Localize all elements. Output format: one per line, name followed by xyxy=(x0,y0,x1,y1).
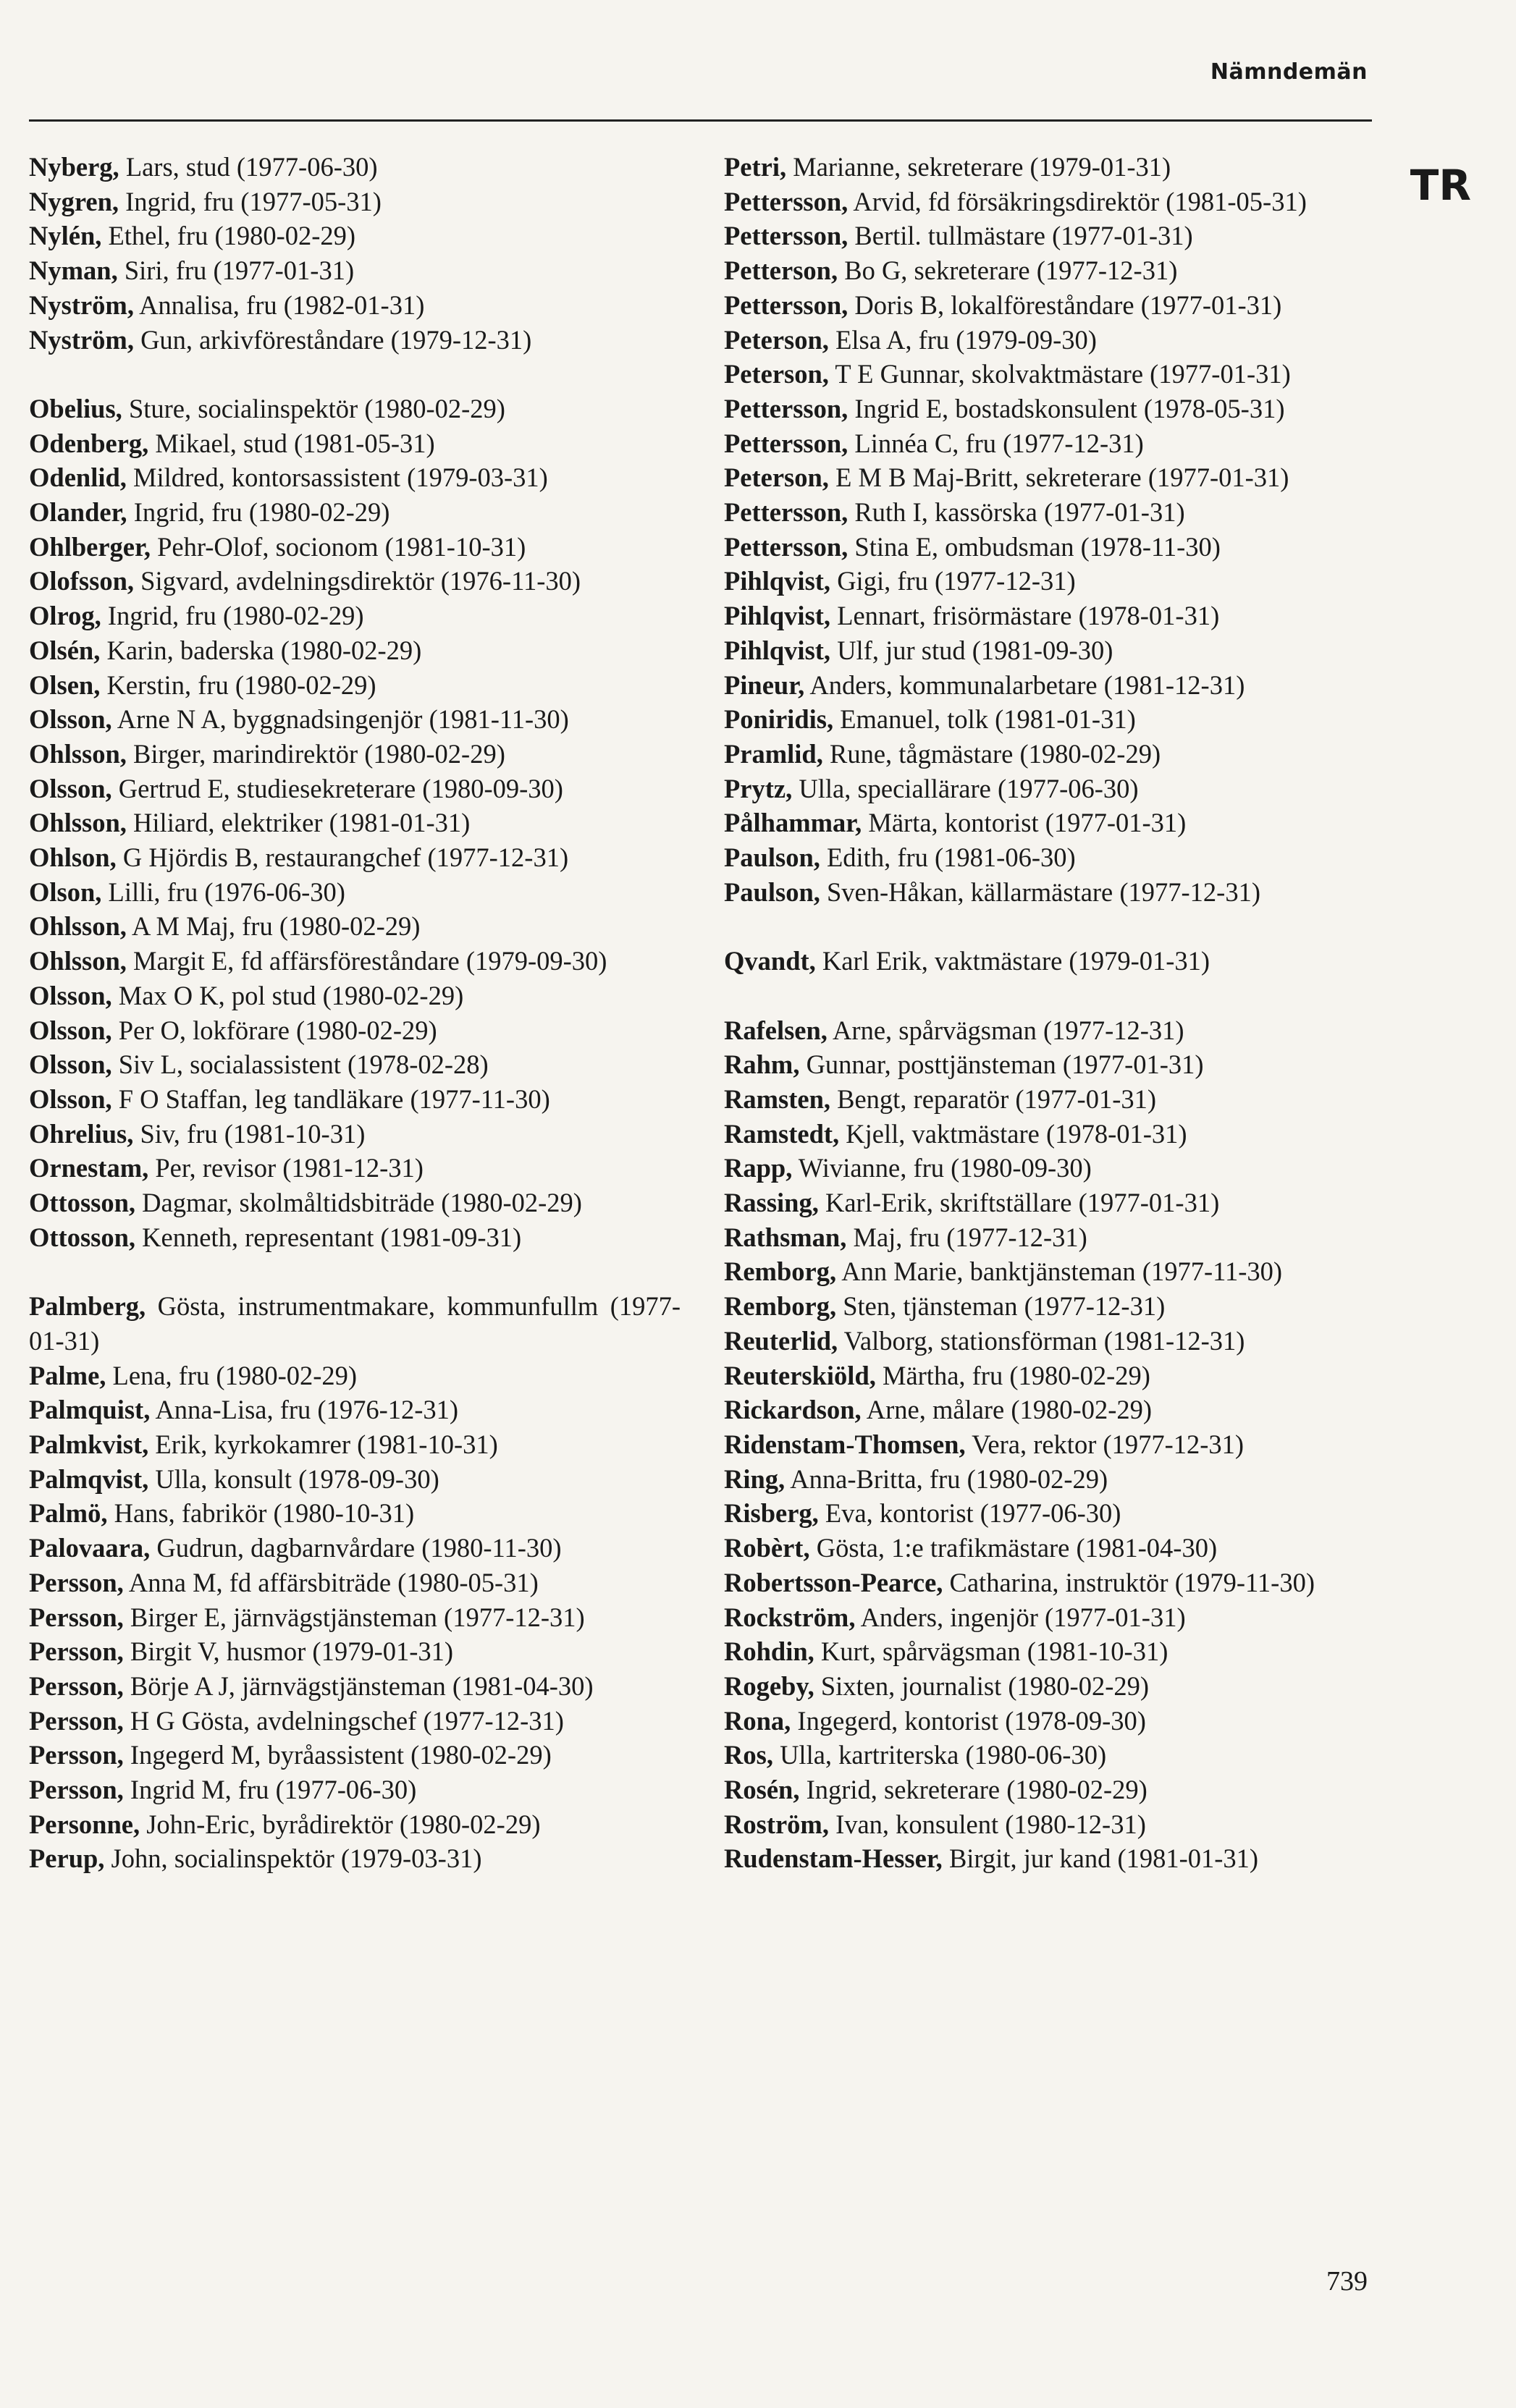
surname: Palmkvist, xyxy=(29,1429,149,1459)
entry-details: Gun, arkivföreståndare (1979-12-31) xyxy=(133,324,532,355)
surname: Rosén, xyxy=(724,1775,800,1805)
entry-details: Ingrid M, fru (1977-06-30) xyxy=(123,1775,417,1805)
surname: Pettersson, xyxy=(724,186,848,216)
surname: Pineur, xyxy=(724,669,805,700)
surname: Ridenstam-Thomsen, xyxy=(724,1429,966,1459)
entry-details: Birger, marindirektör (1980-02-29) xyxy=(126,738,505,769)
list-item xyxy=(29,426,681,461)
entry-details: Gunnar, posttjänsteman (1977-01-31) xyxy=(799,1049,1204,1080)
list-item xyxy=(724,1807,1376,1842)
list-item xyxy=(29,668,681,703)
list-item xyxy=(724,1013,1376,1048)
list-item xyxy=(29,1151,681,1186)
surname: Obelius, xyxy=(29,393,122,423)
entry-details: Birger E, järnvägstjänsteman (1977-12-31) xyxy=(123,1602,585,1632)
surname: Olsen, xyxy=(29,669,101,700)
entry-details: Ethel, fru (1980-02-29) xyxy=(101,221,356,251)
entry-details: Kurt, spårvägsman (1981-10-31) xyxy=(814,1636,1168,1667)
surname: Rahm, xyxy=(724,1049,800,1080)
surname: Peterson, xyxy=(724,462,829,493)
surname: Reuterlid, xyxy=(724,1325,838,1356)
page-header-title: Nämndemän xyxy=(1210,59,1368,85)
entry-details: Ingrid, fru (1977-05-31) xyxy=(119,186,382,216)
entry-details: Erik, kyrkokamrer (1981-10-31) xyxy=(148,1429,498,1459)
entry-details: Doris B, lokalföreståndare (1977-01-31) xyxy=(848,290,1282,320)
surname: Palovaara, xyxy=(29,1533,151,1563)
entry-details: Hans, fabrikör (1980-10-31) xyxy=(107,1498,415,1529)
list-item xyxy=(29,1289,681,1358)
entry-details: Märta, kontorist (1977-01-31) xyxy=(862,808,1187,838)
list-item xyxy=(724,530,1376,565)
surname: Petri, xyxy=(724,152,787,182)
surname: Poniridis, xyxy=(724,704,834,735)
list-item xyxy=(29,150,681,185)
surname: Odenlid, xyxy=(29,462,127,493)
surname: Roström, xyxy=(724,1809,829,1839)
surname: Persson, xyxy=(29,1602,124,1632)
surname: Persson, xyxy=(29,1775,124,1805)
list-item xyxy=(29,979,681,1013)
surname: Nyström, xyxy=(29,324,134,355)
surname: Pettersson, xyxy=(724,428,848,458)
list-item xyxy=(724,1151,1376,1186)
list-item xyxy=(29,909,681,944)
list-item xyxy=(724,944,1376,979)
entry-details: Per O, lokförare (1980-02-29) xyxy=(111,1015,437,1045)
list-item xyxy=(724,1531,1376,1566)
surname: Ohlsson, xyxy=(29,808,127,838)
entry-details: Margit E, fd affärsföreståndare (1979-09-30) xyxy=(126,946,607,976)
surname: Pihlqvist, xyxy=(724,635,831,665)
entry-details: Per, revisor (1981-12-31) xyxy=(148,1153,424,1183)
list-item xyxy=(29,1704,681,1739)
surname: Rogeby, xyxy=(724,1670,814,1701)
list-item xyxy=(724,1738,1376,1773)
entry-details: Dagmar, skolmåltidsbiträde (1980-02-29) xyxy=(135,1188,582,1218)
entry-details: Lena, fru (1980-02-29) xyxy=(106,1360,358,1390)
surname: Olsson, xyxy=(29,1083,112,1114)
surname: Ohlsson, xyxy=(29,911,127,942)
surname: Pettersson, xyxy=(724,531,848,562)
entry-details: Sture, socialinspektör (1980-02-29) xyxy=(122,393,505,423)
surname: Nylén, xyxy=(29,221,102,251)
entry-details: Mikael, stud (1981-05-31) xyxy=(148,428,435,458)
entry-details: Kjell, vaktmästare (1978-01-31) xyxy=(839,1118,1187,1149)
surname: Paulson, xyxy=(724,842,820,873)
list-item xyxy=(724,599,1376,633)
entry-details: Märtha, fru (1980-02-29) xyxy=(875,1360,1150,1390)
surname: Rohdin, xyxy=(724,1636,814,1667)
list-item xyxy=(724,185,1376,219)
entry-details: Kerstin, fru (1980-02-29) xyxy=(100,669,376,700)
list-item xyxy=(724,840,1376,875)
entry-details: Karin, baderska (1980-02-29) xyxy=(100,635,422,665)
surname: Peterson, xyxy=(724,359,829,389)
surname: Qvandt, xyxy=(724,946,816,976)
list-item xyxy=(29,288,681,323)
surname: Olofsson, xyxy=(29,566,135,596)
surname: Rafelsen, xyxy=(724,1015,828,1045)
surname: Pramlid, xyxy=(724,738,823,769)
surname: Ohlberger, xyxy=(29,531,151,562)
header-rule xyxy=(29,119,1372,122)
list-item xyxy=(724,1117,1376,1152)
entry-details: Bo G, sekreterare (1977-12-31) xyxy=(838,255,1178,286)
surname: Nyberg, xyxy=(29,152,119,182)
list-item xyxy=(29,1634,681,1669)
entry-details: Max O K, pol stud (1980-02-29) xyxy=(111,980,464,1010)
left-column xyxy=(29,150,681,1876)
list-item xyxy=(724,1600,1376,1635)
surname: Rapp, xyxy=(724,1153,793,1183)
surname: Remborg, xyxy=(724,1256,837,1287)
list-item xyxy=(724,1359,1376,1393)
entry-details: Ingrid, sekreterare (1980-02-29) xyxy=(799,1775,1147,1805)
list-item xyxy=(724,1082,1376,1117)
entry-details: Anders, ingenjör (1977-01-31) xyxy=(855,1602,1186,1632)
list-item xyxy=(724,1254,1376,1289)
list-item xyxy=(29,875,681,910)
entry-details: Lilli, fru (1976-06-30) xyxy=(101,876,345,907)
surname: Persson, xyxy=(29,1670,124,1701)
surname: Nygren, xyxy=(29,186,119,216)
entry-details: Pehr-Olof, socionom (1981-10-31) xyxy=(150,531,526,562)
list-item xyxy=(724,219,1376,253)
surname: Ottosson, xyxy=(29,1188,136,1218)
entry-details: Arvid, fd försäkringsdirektör (1981-05-31) xyxy=(848,186,1307,216)
entry-details: Sixten, journalist (1980-02-29) xyxy=(814,1670,1150,1701)
entry-details: Siri, fru (1977-01-31) xyxy=(117,255,355,286)
entry-details: Ingrid E, bostadskonsulent (1978-05-31) xyxy=(848,393,1285,423)
list-item xyxy=(724,806,1376,840)
list-item xyxy=(724,1773,1376,1807)
surname: Ramsten, xyxy=(724,1083,830,1114)
entry-details: Anna-Lisa, fru (1976-12-31) xyxy=(150,1395,459,1425)
entry-details: Hiliard, elektriker (1981-01-31) xyxy=(126,808,471,838)
section-gap xyxy=(29,357,681,392)
entry-details: Birgit, jur kand (1981-01-31) xyxy=(942,1843,1259,1874)
entry-details: Edith, fru (1981-06-30) xyxy=(820,842,1076,873)
entry-details: Valborg, stationsförman (1981-12-31) xyxy=(838,1325,1245,1356)
list-item xyxy=(724,1704,1376,1739)
surname: Rassing, xyxy=(724,1188,819,1218)
surname: Robertsson-Pearce, xyxy=(724,1567,943,1597)
entry-details: Ulla, konsult (1978-09-30) xyxy=(148,1463,439,1494)
entry-details: Kenneth, representant (1981-09-31) xyxy=(135,1222,522,1252)
entry-details: Wivianne, fru (1980-09-30) xyxy=(792,1153,1092,1183)
list-item xyxy=(29,1462,681,1497)
list-item xyxy=(724,1289,1376,1324)
surname: Olson, xyxy=(29,876,102,907)
entry-details: Karl-Erik, skriftställare (1977-01-31) xyxy=(818,1188,1220,1218)
list-item xyxy=(724,1047,1376,1082)
entry-details: Gösta, 1:e trafikmästare (1981-04-30) xyxy=(809,1533,1218,1563)
entry-details: John, socialinspektör (1979-03-31) xyxy=(104,1843,482,1874)
surname: Rockström, xyxy=(724,1602,856,1632)
entry-details: T E Gunnar, skolvaktmästare (1977-01-31) xyxy=(828,359,1291,389)
surname: Ros, xyxy=(724,1740,773,1770)
surname: Ohlsson, xyxy=(29,946,127,976)
surname: Risberg, xyxy=(724,1498,819,1529)
entry-details: Elsa A, fru (1979-09-30) xyxy=(828,324,1097,355)
list-item xyxy=(724,357,1376,392)
entry-details: Arne, målare (1980-02-29) xyxy=(861,1395,1152,1425)
entry-details: Ruth I, kassörska (1977-01-31) xyxy=(848,497,1185,528)
list-item xyxy=(29,1082,681,1117)
surname: Rickardson, xyxy=(724,1395,862,1425)
list-item xyxy=(29,1566,681,1600)
list-item xyxy=(29,495,681,530)
list-item xyxy=(29,1531,681,1566)
entry-details: Anna M, fd affärsbiträde (1980-05-31) xyxy=(123,1567,539,1597)
surname: Pettersson, xyxy=(724,290,848,320)
list-item xyxy=(724,1841,1376,1876)
surname: Remborg, xyxy=(724,1291,837,1322)
list-item xyxy=(724,564,1376,599)
list-item xyxy=(29,1047,681,1082)
surname: Ohlsson, xyxy=(29,738,127,769)
entry-details: Ulla, kartriterska (1980-06-30) xyxy=(772,1740,1107,1770)
entry-details: Sten, tjänsteman (1977-12-31) xyxy=(836,1291,1166,1322)
list-item xyxy=(29,1359,681,1393)
surname: Olander, xyxy=(29,497,127,528)
list-item xyxy=(724,1634,1376,1669)
entry-details: F O Staffan, leg tandläkare (1977-11-30) xyxy=(111,1083,550,1114)
entry-details: H G Gösta, avdelningschef (1977-12-31) xyxy=(123,1705,564,1736)
surname: Ohlson, xyxy=(29,842,117,873)
list-item xyxy=(724,150,1376,185)
surname: Nyström, xyxy=(29,290,134,320)
entry-details: Ulf, jur stud (1981-09-30) xyxy=(830,635,1113,665)
page-number: 739 xyxy=(1326,2266,1368,2297)
entry-details: Sven-Håkan, källarmästare (1977-12-31) xyxy=(820,876,1260,907)
entry-details: Marianne, sekreterare (1979-01-31) xyxy=(786,152,1171,182)
list-item xyxy=(724,253,1376,288)
list-item xyxy=(724,426,1376,461)
surname: Paulson, xyxy=(724,876,820,907)
surname: Persson, xyxy=(29,1636,124,1667)
list-item xyxy=(724,1462,1376,1497)
entry-details: Emanuel, tolk (1981-01-31) xyxy=(833,704,1136,735)
entry-details: Bengt, reparatör (1977-01-31) xyxy=(830,1083,1157,1114)
list-item xyxy=(29,702,681,737)
surname: Palmquist, xyxy=(29,1395,151,1425)
entry-details: Karl Erik, vaktmästare (1979-01-31) xyxy=(815,946,1210,976)
surname: Odenberg, xyxy=(29,428,149,458)
list-item xyxy=(29,219,681,253)
entry-details: Anna-Britta, fru (1980-02-29) xyxy=(785,1463,1108,1494)
entry-details: Ingegerd, kontorist (1978-09-30) xyxy=(791,1705,1146,1736)
surname: Prytz, xyxy=(724,773,793,803)
list-item xyxy=(724,668,1376,703)
list-item xyxy=(29,840,681,875)
entry-details: Lennart, frisörmästare (1978-01-31) xyxy=(830,601,1220,631)
surname: Pihlqvist, xyxy=(724,601,831,631)
list-item xyxy=(724,323,1376,358)
list-item xyxy=(29,253,681,288)
surname: Olsson, xyxy=(29,1015,112,1045)
entry-details: Gudrun, dagbarnvårdare (1980-11-30) xyxy=(150,1533,562,1563)
surname: Personne, xyxy=(29,1809,140,1839)
surname: Olsson, xyxy=(29,980,112,1010)
list-item xyxy=(724,1393,1376,1427)
surname: Pettersson, xyxy=(724,393,848,423)
surname: Pihlqvist, xyxy=(724,566,831,596)
entry-details: G Hjördis B, restaurangchef (1977-12-31) xyxy=(116,842,569,873)
right-column xyxy=(724,150,1376,1876)
entry-details: Vera, rektor (1977-12-31) xyxy=(965,1429,1245,1459)
list-item xyxy=(724,1669,1376,1704)
surname: Olsson, xyxy=(29,1049,112,1080)
entry-details: Birgit V, husmor (1979-01-31) xyxy=(123,1636,454,1667)
surname: Palmberg, xyxy=(29,1291,146,1322)
list-item xyxy=(29,185,681,219)
surname: Petterson, xyxy=(724,255,838,286)
surname: Persson, xyxy=(29,1740,124,1770)
surname: Reuterskiöld, xyxy=(724,1360,876,1390)
surname: Nyman, xyxy=(29,255,118,286)
entry-details: Ivan, konsulent (1980-12-31) xyxy=(828,1809,1146,1839)
list-item xyxy=(29,1393,681,1427)
entry-details: Börje A J, järnvägstjänsteman (1981-04-30) xyxy=(123,1670,594,1701)
surname: Robèrt, xyxy=(724,1533,810,1563)
surname: Ohrelius, xyxy=(29,1118,134,1149)
list-item xyxy=(29,772,681,806)
list-item xyxy=(29,1807,681,1842)
list-item xyxy=(724,460,1376,495)
list-item xyxy=(29,1738,681,1773)
entry-details: Sigvard, avdelningsdirektör (1976-11-30) xyxy=(134,566,581,596)
list-item xyxy=(29,1841,681,1876)
entry-details: Stina E, ombudsman (1978-11-30) xyxy=(848,531,1221,562)
list-item xyxy=(29,1186,681,1220)
entry-details: Bertil. tullmästare (1977-01-31) xyxy=(848,221,1193,251)
surname: Palmqvist, xyxy=(29,1463,149,1494)
entry-details: Lars, stud (1977-06-30) xyxy=(119,152,378,182)
surname: Palme, xyxy=(29,1360,106,1390)
surname: Peterson, xyxy=(724,324,829,355)
entry-details: Annalisa, fru (1982-01-31) xyxy=(133,290,425,320)
list-item xyxy=(724,737,1376,772)
list-item xyxy=(29,737,681,772)
list-item xyxy=(29,530,681,565)
list-item xyxy=(724,1324,1376,1359)
surname: Palmö, xyxy=(29,1498,108,1529)
entry-details: Ingrid, fru (1980-02-29) xyxy=(101,601,364,631)
entry-details: Rune, tågmästare (1980-02-29) xyxy=(822,738,1161,769)
list-item xyxy=(724,288,1376,323)
section-gap xyxy=(724,909,1376,944)
list-item xyxy=(29,599,681,633)
list-item xyxy=(724,392,1376,426)
surname: Olrog, xyxy=(29,601,101,631)
list-item xyxy=(29,460,681,495)
list-item xyxy=(724,633,1376,668)
list-item xyxy=(29,323,681,358)
entry-details: Linnéa C, fru (1977-12-31) xyxy=(848,428,1144,458)
surname: Persson, xyxy=(29,1567,124,1597)
list-item xyxy=(29,633,681,668)
surname: Pettersson, xyxy=(724,221,848,251)
surname: Rathsman, xyxy=(724,1222,847,1252)
entry-details: Mildred, kontorsassistent (1979-03-31) xyxy=(126,462,548,493)
list-item xyxy=(724,1427,1376,1462)
surname: Ottosson, xyxy=(29,1222,136,1252)
entry-details: Gigi, fru (1977-12-31) xyxy=(830,566,1076,596)
surname: Ornestam, xyxy=(29,1153,149,1183)
entry-details: Arne N A, byggnadsingenjör (1981-11-30) xyxy=(111,704,569,735)
surname: Ring, xyxy=(724,1463,786,1494)
surname: Ramstedt, xyxy=(724,1118,840,1149)
list-item xyxy=(29,1427,681,1462)
list-item xyxy=(29,564,681,599)
entry-details: Anders, kommunalarbetare (1981-12-31) xyxy=(804,669,1245,700)
entry-details: Maj, fru (1977-12-31) xyxy=(846,1222,1087,1252)
entry-details: Gertrud E, studiesekreterare (1980-09-30) xyxy=(111,773,563,803)
entry-details: Catharina, instruktör (1979-11-30) xyxy=(943,1567,1315,1597)
surname: Pettersson, xyxy=(724,497,848,528)
list-item xyxy=(29,944,681,979)
list-item xyxy=(724,1220,1376,1255)
list-item xyxy=(29,1117,681,1152)
list-item xyxy=(724,875,1376,910)
list-item xyxy=(724,702,1376,737)
list-item xyxy=(724,1186,1376,1220)
list-item xyxy=(29,1220,681,1255)
entry-details: Siv, fru (1981-10-31) xyxy=(133,1118,366,1149)
entry-details: E M B Maj-Britt, sekreterare (1977-01-31) xyxy=(828,462,1289,493)
entry-details: Siv L, socialassistent (1978-02-28) xyxy=(111,1049,489,1080)
list-item xyxy=(724,1566,1376,1600)
surname: Olsson, xyxy=(29,773,112,803)
list-item xyxy=(29,1669,681,1704)
entry-details: Ulla, speciallärare (1977-06-30) xyxy=(792,773,1139,803)
list-item xyxy=(29,392,681,426)
section-tab: TR xyxy=(1410,161,1471,210)
surname: Rudenstam-Hesser, xyxy=(724,1843,943,1874)
surname: Pålhammar, xyxy=(724,808,862,838)
section-gap xyxy=(724,979,1376,1013)
surname: Rona, xyxy=(724,1705,791,1736)
list-item xyxy=(724,1496,1376,1531)
surname: Olsson, xyxy=(29,704,112,735)
surname: Olsén, xyxy=(29,635,101,665)
list-item xyxy=(29,1496,681,1531)
list-item xyxy=(724,495,1376,530)
list-item xyxy=(29,1600,681,1635)
surname: Persson, xyxy=(29,1705,124,1736)
entry-details: Gösta, instrumentmakare, kommunfullm (1977-01-31) xyxy=(29,1291,681,1356)
list-item xyxy=(29,1773,681,1807)
entry-details: Eva, kontorist (1977-06-30) xyxy=(818,1498,1121,1529)
section-gap xyxy=(29,1254,681,1289)
entry-details: Ingrid, fru (1980-02-29) xyxy=(127,497,390,528)
list-item xyxy=(29,1013,681,1048)
entry-details: Arne, spårvägsman (1977-12-31) xyxy=(827,1015,1184,1045)
entry-details: Ingegerd M, byråassistent (1980-02-29) xyxy=(123,1740,552,1770)
entry-details: A M Maj, fru (1980-02-29) xyxy=(126,911,421,942)
entry-details: Ann Marie, banktjänsteman (1977-11-30) xyxy=(836,1256,1283,1287)
list-item xyxy=(724,772,1376,806)
list-item xyxy=(29,806,681,840)
entry-details: John-Eric, byrådirektör (1980-02-29) xyxy=(140,1809,541,1839)
surname: Perup, xyxy=(29,1843,105,1874)
